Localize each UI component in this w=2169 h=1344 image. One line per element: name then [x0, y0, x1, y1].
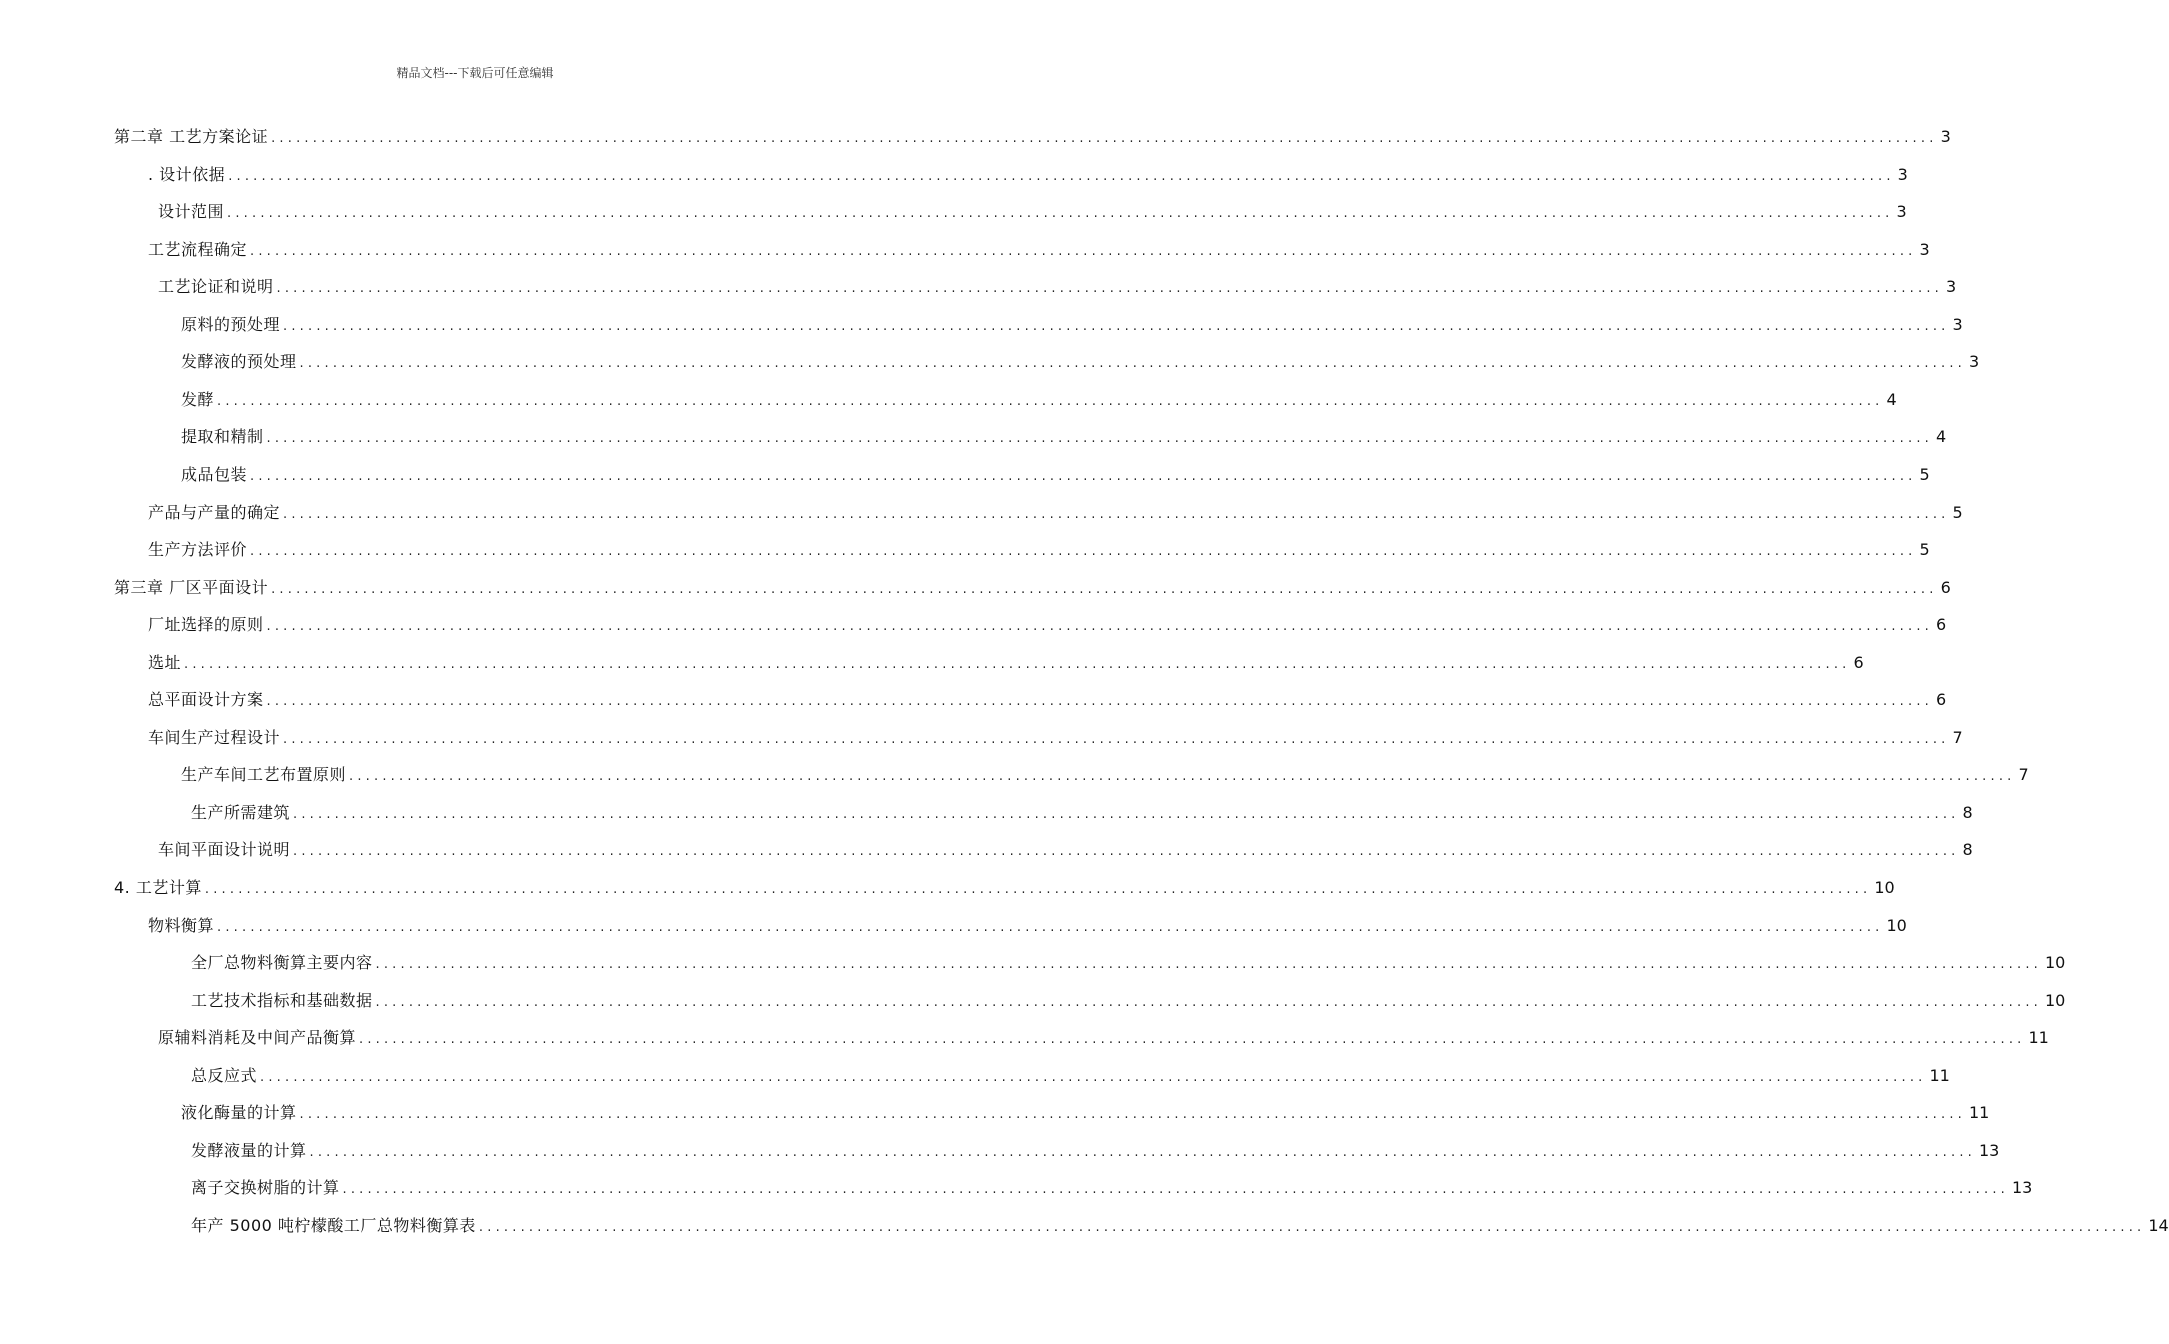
toc-entry-page-number: 11 [1968, 1103, 1990, 1123]
toc-entry-title: 车间平面设计说明 [158, 840, 291, 860]
toc-dot-leader: ........................................................................................................................................................................................................ [266, 619, 1933, 635]
toc-entry-title: 离子交换树脂的计算 [191, 1178, 340, 1198]
toc-entry-page-number: 3 [1945, 277, 1957, 297]
toc-entry[interactable] [0, 650, 1864, 676]
toc-entry-page-number: 4 [1935, 427, 1947, 447]
toc-entry[interactable] [0, 1213, 2169, 1239]
toc-entry-page-number: 13 [1978, 1140, 2000, 1160]
toc-entry[interactable] [0, 1138, 2000, 1164]
toc-entry[interactable] [0, 387, 1897, 413]
toc-entry-page-number: 10 [1886, 915, 1907, 935]
toc-entry-page-number: 8 [1962, 802, 1973, 822]
toc-entry-title: 4. 工艺计算 [114, 878, 202, 897]
toc-entry-page-number: 3 [1952, 314, 1963, 334]
toc-entry[interactable] [0, 1175, 2033, 1201]
toc-dot-leader: ........................................................................................................................................................................................................ [184, 656, 1851, 672]
toc-dot-leader: ........................................................................................................................................................................................................ [266, 694, 1933, 710]
page-header: 精品文档---下载后可任意编辑 [396, 66, 554, 80]
toc-dot-leader: ........................................................................................................................................................................................................ [299, 1107, 1966, 1123]
toc-entry-page-number: 6 [1935, 615, 1947, 635]
toc-entry-title: 全厂总物料衡算主要内容 [191, 953, 373, 973]
toc-dot-leader: ........................................................................................................................................................................................................ [250, 544, 1917, 560]
toc-entry[interactable] [0, 687, 1947, 713]
toc-dot-leader: ........................................................................................................................................................................................................ [478, 1219, 2146, 1235]
toc-entry[interactable] [0, 462, 1930, 488]
toc-dot-leader: ........................................................................................................................................................................................................ [293, 806, 1960, 822]
toc-entry-page-number: 13 [2011, 1178, 2033, 1198]
toc-entry[interactable] [0, 575, 1951, 601]
toc-dot-leader: ........................................................................................................................................................................................................ [217, 393, 1884, 409]
toc-entry-page-number: 3 [1968, 352, 1980, 372]
toc-entry[interactable] [0, 762, 2029, 788]
toc-entry-title: 第二章 工艺方案论证 [114, 127, 269, 146]
toc-entry-title: 生产方法评价 [148, 540, 248, 560]
toc-entry-page-number: 5 [1952, 502, 1963, 522]
toc-entry[interactable] [0, 875, 1895, 901]
toc-entry-title: 原料的预处理 [181, 314, 281, 334]
toc-entry-title: 第三章 厂区平面设计 [114, 577, 269, 597]
toc-entry-title: 物料衡算 [148, 915, 215, 935]
toc-entry[interactable] [0, 199, 1907, 225]
toc-entry-title: 成品包装 [181, 464, 248, 484]
toc-entry-page-number: 10 [1874, 878, 1895, 897]
toc-entry-title: 总平面设计方案 [148, 690, 264, 710]
toc-entry-page-number: 6 [1853, 652, 1864, 672]
toc-entry-page-number: 3 [1897, 164, 1908, 184]
toc-entry[interactable] [0, 162, 1908, 188]
toc-entry-title: 发酵液的预处理 [181, 352, 297, 372]
toc-entry-title: 产品与产量的确定 [148, 502, 281, 522]
toc-entry-title: . 设计依据 [148, 164, 226, 184]
toc-entry[interactable] [0, 950, 2066, 976]
toc-entry[interactable] [0, 988, 2066, 1014]
toc-dot-leader: ........................................................................................................................................................................................................ [204, 882, 1872, 897]
toc-entry-page-number: 3 [1940, 127, 1951, 146]
toc-dot-leader: ........................................................................................................................................................................................................ [293, 844, 1960, 860]
toc-entry[interactable] [0, 537, 1930, 563]
toc-entry-page-number: 7 [2018, 765, 2029, 785]
toc-dot-leader: ........................................................................................................................................................................................................ [283, 506, 1950, 522]
toc-entry-page-number: 11 [1929, 1065, 1950, 1085]
toc-dot-leader: ........................................................................................................................................................................................................ [266, 431, 1933, 447]
toc-entry-page-number: 6 [1935, 690, 1947, 710]
toc-entry-title: 车间生产过程设计 [148, 727, 281, 747]
toc-dot-leader: ........................................................................................................................................................................................................ [250, 468, 1917, 484]
toc-entry[interactable] [0, 725, 1963, 751]
toc-entry-page-number: 10 [2044, 990, 2066, 1010]
toc-dot-leader: ........................................................................................................................................................................................................ [227, 206, 1894, 222]
toc-entry-title: 发酵液量的计算 [191, 1140, 307, 1160]
toc-entry-page-number: 5 [1919, 540, 1930, 560]
toc-entry-page-number: 4 [1886, 389, 1897, 409]
toc-entry-page-number: 5 [1919, 464, 1930, 484]
toc-dot-leader: ........................................................................................................................................................................................................ [276, 281, 1943, 297]
toc-dot-leader: ........................................................................................................................................................................................................ [260, 1069, 1927, 1085]
toc-entry-title: 工艺流程确定 [148, 239, 248, 259]
toc-dot-leader: ........................................................................................................................................................................................................ [283, 318, 1950, 334]
toc-entry[interactable] [0, 612, 1947, 638]
toc-entry-page-number: 8 [1962, 840, 1973, 860]
toc-entry-page-number: 3 [1896, 202, 1907, 222]
toc-entry[interactable] [0, 500, 1963, 526]
toc-entry-title: 生产所需建筑 [191, 802, 291, 822]
toc-entry-page-number: 7 [1952, 727, 1963, 747]
toc-dot-leader: ........................................................................................................................................................................................................ [309, 1144, 1976, 1160]
toc-dot-leader: ........................................................................................................................................................................................................ [271, 131, 1938, 146]
toc-entry-page-number: 11 [2028, 1028, 2049, 1048]
toc-entry-page-number: 3 [1919, 239, 1930, 259]
toc-entry-title: 提取和精制 [181, 427, 264, 447]
toc-entry-title: 液化酶量的计算 [181, 1103, 297, 1123]
toc-dot-leader: ........................................................................................................................................................................................................ [349, 769, 2016, 785]
toc-entry[interactable] [0, 913, 1907, 939]
toc-entry[interactable] [0, 800, 1973, 826]
toc-dot-leader: ........................................................................................................................................................................................................ [342, 1182, 2009, 1198]
toc-entry-title: 工艺论证和说明 [158, 277, 274, 297]
toc-entry-title: 发酵 [181, 389, 215, 409]
toc-dot-leader: ........................................................................................................................................................................................................ [375, 994, 2042, 1010]
toc-dot-leader: ........................................................................................................................................................................................................ [375, 957, 2042, 973]
toc-dot-leader: ........................................................................................................................................................................................................ [283, 731, 1950, 747]
toc-entry[interactable] [0, 424, 1947, 450]
toc-entry-page-number: 14 [2148, 1215, 2169, 1235]
toc-entry-title: 总反应式 [191, 1065, 258, 1085]
toc-entry[interactable] [0, 237, 1930, 263]
toc-entry-title: 工艺技术指标和基础数据 [191, 990, 373, 1010]
toc-dot-leader: ........................................................................................................................................................................................................ [250, 243, 1917, 259]
toc-entry[interactable] [0, 274, 1957, 300]
toc-entry[interactable] [0, 1025, 2049, 1051]
toc-dot-leader: ........................................................................................................................................................................................................ [217, 919, 1884, 935]
toc-entry[interactable] [0, 1063, 1950, 1089]
toc-entry-page-number: 10 [2044, 953, 2066, 973]
toc-dot-leader: ........................................................................................................................................................................................................ [359, 1032, 2026, 1048]
toc-entry-title: 生产车间工艺布置原则 [181, 765, 347, 785]
toc-entry-title: 原辅料消耗及中间产品衡算 [158, 1028, 357, 1048]
toc-entry[interactable] [0, 312, 1963, 338]
toc-entry-title: 年产 5000 吨柠檬酸工厂总物料衡算表 [191, 1215, 476, 1235]
toc-entry[interactable] [0, 837, 1973, 863]
toc-entry-title: 设计范围 [158, 202, 225, 222]
toc-entry[interactable] [0, 1100, 1990, 1126]
toc-entry-title: 选址 [148, 652, 182, 672]
toc-dot-leader: ........................................................................................................................................................................................................ [228, 168, 1895, 184]
toc-dot-leader: ........................................................................................................................................................................................................ [299, 356, 1966, 372]
toc-entry-page-number: 6 [1940, 577, 1951, 597]
toc-entry-title: 厂址选择的原则 [148, 615, 264, 635]
toc-entry[interactable] [0, 349, 1980, 375]
toc-dot-leader: ........................................................................................................................................................................................................ [271, 581, 1938, 597]
toc-entry[interactable] [0, 124, 1951, 150]
